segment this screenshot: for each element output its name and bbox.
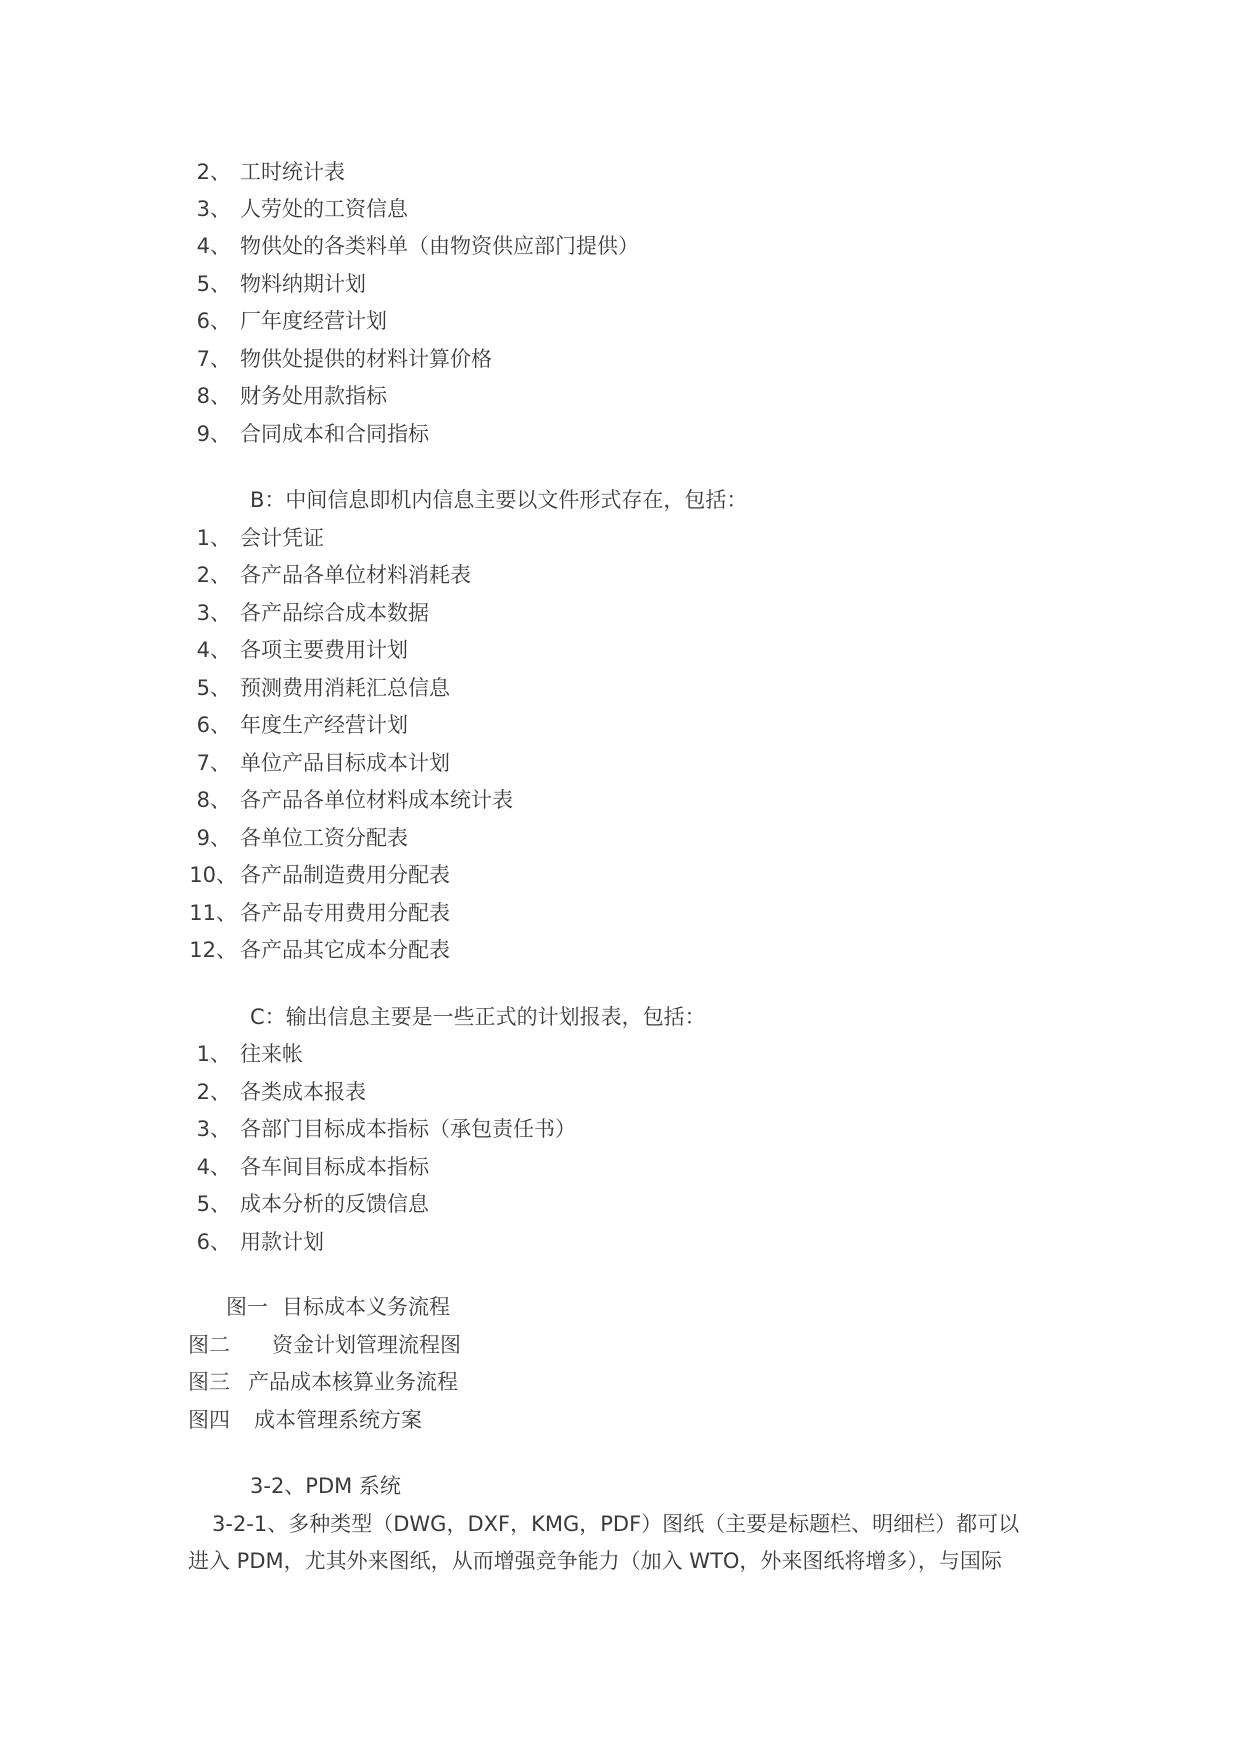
list-item: 6 、 厂年度经营计划 — [196, 309, 387, 333]
section-pdm-heading: 3-2、PDM 系统 — [250, 1474, 401, 1498]
list-item: 3 、 人劳处的工资信息 — [196, 197, 408, 221]
list-item: 2 、 各产品各单位材料消耗表 — [196, 563, 471, 587]
list-item: 5 、 预测费用消耗汇总信息 — [196, 676, 450, 700]
list-item: 4 、 各车间目标成本指标 — [196, 1155, 429, 1179]
figure-caption: 图四 成本管理系统方案 — [188, 1408, 422, 1432]
list-item: 3 、 各产品综合成本数据 — [196, 601, 429, 625]
list-item: 1 、 往来帐 — [196, 1042, 303, 1066]
list-item: 9 、 合同成本和合同指标 — [196, 422, 429, 446]
list-item: 6 、 年度生产经营计划 — [196, 713, 408, 737]
list-item: 9 、 各单位工资分配表 — [196, 826, 408, 850]
list-item: 3 、 各部门目标成本指标（承包责任书） — [196, 1117, 576, 1141]
list-item: 6 、 用款计划 — [196, 1230, 324, 1254]
section-b-heading: B：中间信息即机内信息主要以文件形式存在，包括： — [250, 488, 748, 512]
list-item: 11 、 各产品专用费用分配表 — [189, 901, 450, 925]
list-item: 1 、 会计凭证 — [196, 526, 324, 550]
list-item: 7 、 单位产品目标成本计划 — [196, 751, 450, 775]
figure-caption: 图一 目标成本义务流程 — [226, 1295, 450, 1319]
figure-caption: 图二 资金计划管理流程图 — [188, 1333, 461, 1357]
section-c-heading: C：输出信息主要是一些正式的计划报表，包括： — [250, 1005, 706, 1029]
list-item: 8 、 各产品各单位材料成本统计表 — [196, 788, 513, 812]
list-item: 4 、 各项主要费用计划 — [196, 638, 408, 662]
list-item: 5 、 成本分析的反馈信息 — [196, 1192, 429, 1216]
list-item: 4 、 物供处的各类料单（由物资供应部门提供） — [196, 234, 639, 258]
paragraph-line: 进入 PDM，尤其外来图纸，从而增强竞争能力（加入 WTO，外来图纸将增多），与国际 — [188, 1549, 1002, 1573]
list-item: 10 、 各产品制造费用分配表 — [189, 863, 450, 887]
list-item: 5 、 物料纳期计划 — [196, 272, 366, 296]
list-item: 2 、 工时统计表 — [196, 160, 345, 184]
figure-caption: 图三 产品成本核算业务流程 — [188, 1370, 458, 1394]
list-item: 12 、 各产品其它成本分配表 — [189, 938, 450, 962]
paragraph-line: 3-2-1、多种类型（DWG，DXF，KMG，PDF）图纸（主要是标题栏、明细栏）都可以 — [212, 1512, 1020, 1536]
list-item: 8 、 财务处用款指标 — [196, 384, 387, 408]
list-item: 7 、 物供处提供的材料计算价格 — [196, 347, 492, 371]
list-item: 2 、 各类成本报表 — [196, 1080, 366, 1104]
